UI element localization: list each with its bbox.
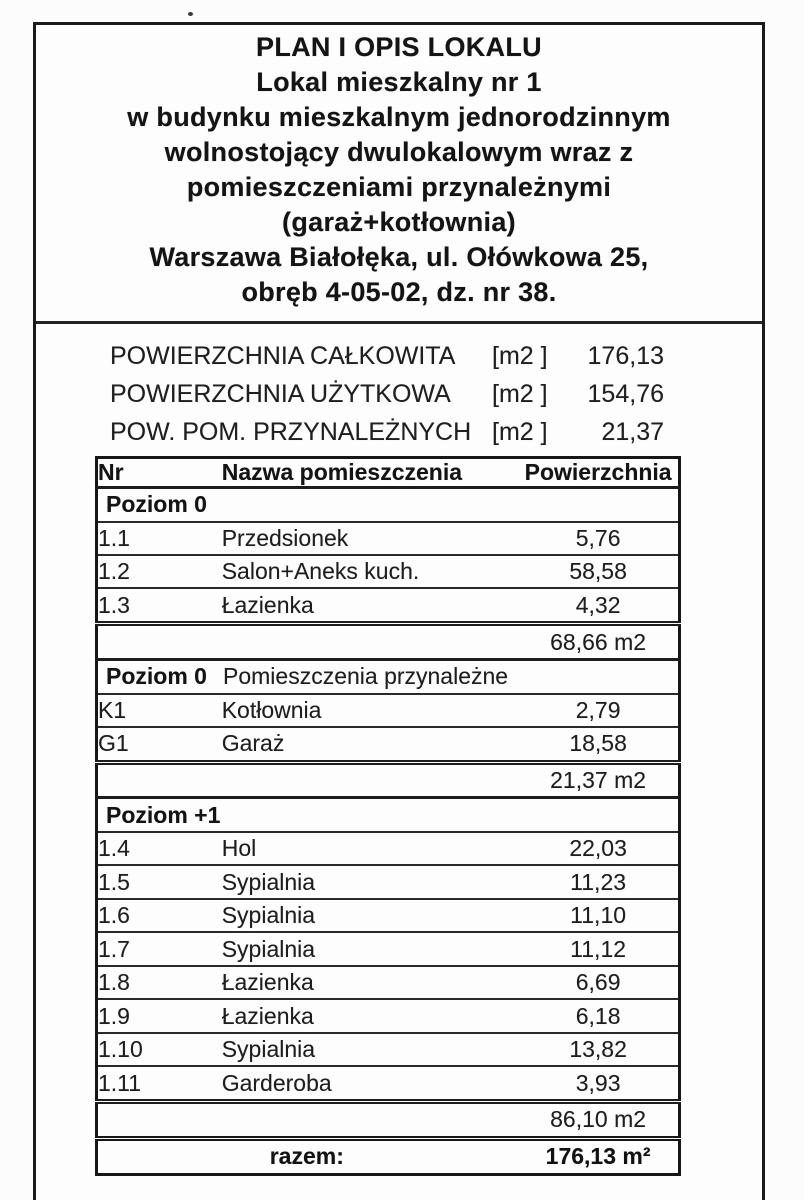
table-row bbox=[97, 865, 680, 898]
table-section-row bbox=[97, 488, 680, 522]
room-nr: G1 bbox=[98, 730, 129, 757]
room-name: Garderoba bbox=[221, 1069, 332, 1096]
table-section-row bbox=[97, 659, 680, 693]
table-row bbox=[97, 832, 680, 865]
room-name: Łazienka bbox=[221, 969, 314, 996]
table-row bbox=[97, 588, 680, 623]
summary-row bbox=[110, 375, 762, 413]
summary-unit: [m2 ] bbox=[492, 342, 548, 370]
page-frame bbox=[33, 22, 765, 1200]
room-nr: 1.11 bbox=[98, 1069, 142, 1096]
rooms-table bbox=[95, 456, 681, 1176]
section-label: Poziom 0 bbox=[106, 491, 207, 518]
room-name: Przedsionek bbox=[221, 524, 349, 551]
table-subtotal-row bbox=[97, 624, 680, 660]
table-row bbox=[97, 999, 680, 1032]
summary-value: 176,13 bbox=[587, 342, 664, 370]
room-area: 11,10 bbox=[570, 902, 627, 929]
room-name: Sypialnia bbox=[221, 902, 316, 929]
summary-row bbox=[110, 413, 762, 451]
room-name: Kotłownia bbox=[221, 696, 322, 723]
summary-label: POWIERZCHNIA CAŁKOWITA bbox=[110, 342, 456, 370]
table-row bbox=[97, 522, 680, 555]
table-row bbox=[97, 694, 680, 727]
table-row bbox=[97, 555, 680, 588]
subtotal-area: 86,10 m2 bbox=[550, 1106, 647, 1133]
table-section-row bbox=[97, 798, 680, 832]
subtotal-area: 21,37 m2 bbox=[550, 767, 647, 794]
title-line: w budynku mieszkalnym jednorodzinnym bbox=[127, 102, 671, 132]
table-row bbox=[97, 727, 680, 762]
room-area: 5,76 bbox=[575, 524, 621, 551]
room-name: Łazienka bbox=[221, 1002, 314, 1029]
room-area: 4,32 bbox=[575, 591, 621, 618]
total-area: 176,13 m² bbox=[545, 1143, 651, 1170]
header-name: Nazwa pomieszczenia bbox=[221, 459, 463, 485]
room-area: 11,23 bbox=[570, 868, 627, 895]
table-row bbox=[97, 1066, 680, 1101]
room-area: 58,58 bbox=[569, 558, 627, 585]
table-row bbox=[97, 966, 680, 999]
room-area: 2,79 bbox=[575, 696, 621, 723]
document-title: PLAN I OPIS LOKALU bbox=[256, 32, 542, 62]
title-block bbox=[36, 25, 762, 324]
room-nr: 1.3 bbox=[98, 591, 130, 618]
table-header-row bbox=[97, 458, 680, 488]
room-name: Sypialnia bbox=[221, 1036, 316, 1063]
table-row bbox=[97, 899, 680, 932]
subtotal-area: 68,66 m2 bbox=[550, 628, 647, 655]
plot-line: obręb 4-05-02, dz. nr 38. bbox=[241, 277, 557, 307]
room-area: 6,69 bbox=[575, 969, 621, 996]
table-subtotal-row bbox=[97, 762, 680, 798]
room-nr: 1.2 bbox=[98, 558, 130, 585]
room-nr: 1.7 bbox=[98, 935, 130, 962]
summary-row bbox=[110, 337, 762, 375]
total-label: razem: bbox=[269, 1143, 344, 1170]
summary-unit: [m2 ] bbox=[492, 380, 548, 408]
room-nr: 1.8 bbox=[98, 969, 130, 996]
table-row bbox=[97, 932, 680, 965]
summary-value: 21,37 bbox=[601, 418, 664, 446]
room-name: Salon+Aneks kuch. bbox=[221, 558, 420, 585]
room-nr: 1.9 bbox=[98, 1002, 130, 1029]
room-name: Garaż bbox=[221, 730, 285, 757]
room-area: 6,18 bbox=[575, 1002, 621, 1029]
header-nr: Nr bbox=[98, 459, 124, 485]
room-area: 3,93 bbox=[575, 1069, 621, 1096]
title-line: (garaż+kotłownia) bbox=[282, 207, 516, 237]
room-nr: 1.4 bbox=[98, 835, 130, 862]
room-nr: 1.10 bbox=[98, 1036, 143, 1063]
room-nr: 1.5 bbox=[98, 868, 130, 895]
scan-speck-artifact bbox=[188, 12, 193, 16]
room-nr: K1 bbox=[98, 696, 127, 723]
table-subtotal-row bbox=[97, 1102, 680, 1139]
room-area: 13,82 bbox=[569, 1036, 627, 1063]
summary-label: POW. POM. PRZYNALEŻNYCH bbox=[110, 418, 472, 446]
title-line: wolnostojący dwulokalowym wraz z bbox=[164, 137, 634, 167]
section-subtitle: Pomieszczenia przynależne bbox=[223, 663, 509, 690]
room-nr: 1.6 bbox=[98, 902, 130, 929]
section-label: Poziom 0 bbox=[106, 663, 207, 690]
summary-block bbox=[36, 324, 762, 450]
table-total-row bbox=[97, 1138, 680, 1174]
table-row bbox=[97, 1033, 680, 1066]
room-area: 18,58 bbox=[569, 730, 627, 757]
title-line: pomieszczeniami przynależnymi bbox=[186, 172, 612, 202]
room-area: 11,12 bbox=[570, 935, 627, 962]
header-area: Powierzchnia bbox=[524, 459, 672, 485]
room-nr: 1.1 bbox=[98, 524, 130, 551]
room-area: 22,03 bbox=[569, 835, 627, 862]
room-name: Hol bbox=[221, 835, 257, 862]
title-line: Lokal mieszkalny nr 1 bbox=[256, 67, 542, 97]
room-name: Łazienka bbox=[221, 591, 314, 618]
summary-label: POWIERZCHNIA UŻYTKOWA bbox=[110, 380, 451, 408]
summary-unit: [m2 ] bbox=[492, 418, 548, 446]
room-name: Sypialnia bbox=[221, 868, 316, 895]
room-name: Sypialnia bbox=[221, 935, 316, 962]
address-line: Warszawa Białołęka, ul. Ołówkowa 25, bbox=[149, 242, 649, 272]
section-label: Poziom +1 bbox=[106, 801, 221, 828]
summary-value: 154,76 bbox=[587, 380, 664, 408]
